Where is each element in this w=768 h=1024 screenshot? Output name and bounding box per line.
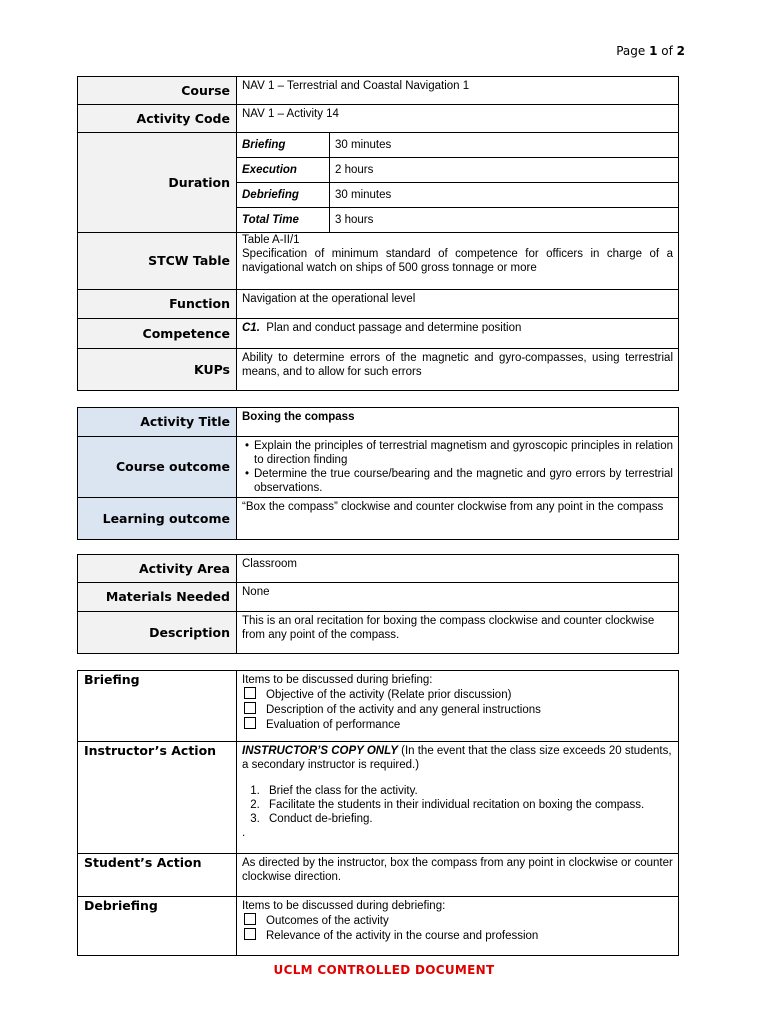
function-value: Navigation at the operational level bbox=[237, 290, 679, 319]
controlled-document-footer: UCLM CONTROLLED DOCUMENT bbox=[273, 963, 495, 977]
kups-label: KUPs bbox=[78, 349, 237, 391]
learning-outcome-value: “Box the compass” clockwise and counter clockwise from any point in the compass bbox=[237, 498, 679, 540]
activity-code-label: Activity Code bbox=[78, 105, 237, 133]
page-number: Page 1 of 2 bbox=[616, 44, 685, 58]
materials-label: Materials Needed bbox=[78, 583, 237, 612]
instructor-copy-note: INSTRUCTOR’S COPY ONLY bbox=[242, 745, 398, 757]
list-item: 1. Brief the class for the activity. bbox=[263, 784, 673, 798]
instructor-steps bbox=[242, 784, 673, 826]
activity-title-label: Activity Title bbox=[78, 408, 237, 437]
duration-value: 30 minutes bbox=[330, 133, 679, 158]
debriefing-intro: Items to be discussed during debriefing: bbox=[242, 900, 446, 912]
activity-table bbox=[77, 407, 679, 540]
duration-table bbox=[237, 133, 678, 232]
activity-area-label: Activity Area bbox=[78, 555, 237, 583]
stcw-label: STCW Table bbox=[78, 233, 237, 290]
checklist-item: Evaluation of performance bbox=[242, 717, 673, 732]
procedure-table bbox=[77, 670, 679, 956]
activity-area-value: Classroom bbox=[237, 555, 679, 583]
course-outcome-list bbox=[242, 439, 673, 495]
area-table bbox=[77, 554, 679, 654]
checkbox-icon bbox=[244, 717, 256, 729]
function-label: Function bbox=[78, 290, 237, 319]
duration-label: Duration bbox=[78, 133, 237, 233]
learning-outcome-label: Learning outcome bbox=[78, 498, 237, 540]
duration-value: 2 hours bbox=[330, 158, 679, 183]
briefing-value bbox=[237, 671, 679, 742]
description-label: Description bbox=[78, 612, 237, 654]
list-item: 3. Conduct de-briefing. bbox=[263, 812, 673, 826]
activity-title-value: Boxing the compass bbox=[237, 408, 679, 437]
checklist-item: Relevance of the activity in the course and profession bbox=[242, 928, 673, 943]
student-action-value: As directed by the instructor, box the compass from any point in clockwise or counter clockwise direction. bbox=[237, 854, 679, 897]
course-outcome-label: Course outcome bbox=[78, 437, 237, 498]
course-value: NAV 1 – Terrestrial and Coastal Navigation 1 bbox=[237, 77, 679, 105]
student-action-label: Student’s Action bbox=[78, 854, 237, 897]
competence-code: C1. bbox=[242, 322, 260, 334]
course-info-table bbox=[77, 76, 679, 391]
materials-value: None bbox=[237, 583, 679, 612]
kups-value: Ability to determine errors of the magnetic and gyro-compasses, using terrestrial means, and to allow for such errors bbox=[237, 349, 679, 391]
course-label: Course bbox=[78, 77, 237, 105]
duration-key: Execution bbox=[237, 158, 330, 183]
duration-value: 3 hours bbox=[335, 214, 374, 226]
debriefing-value bbox=[237, 897, 679, 956]
duration-value: 30 minutes bbox=[330, 183, 679, 208]
instructor-action-value bbox=[237, 742, 679, 854]
description-value: This is an oral recitation for boxing the compass clockwise and counter clockwise from any point of the compass. bbox=[237, 612, 679, 654]
checkbox-icon bbox=[244, 913, 256, 925]
debriefing-label: Debriefing bbox=[78, 897, 237, 956]
instructor-class-size-note: (In the event that the class size exceeds 20 students, a secondary instructor is required.) bbox=[242, 745, 672, 771]
activity-code-value: NAV 1 – Activity 14 bbox=[237, 105, 679, 133]
checklist-item: Objective of the activity (Relate prior discussion) bbox=[242, 687, 673, 702]
stcw-spec: Specification of minimum standard of competence for officers in charge of a navigational watch on ships of 500 gross tonnage or more bbox=[242, 248, 673, 274]
checklist-item: Outcomes of the activity bbox=[242, 913, 673, 928]
checklist-item: Description of the activity and any general instructions bbox=[242, 702, 673, 717]
course-outcome-value bbox=[237, 437, 679, 498]
briefing-label: Briefing bbox=[78, 671, 237, 742]
instructor-action-label: Instructor’s Action bbox=[78, 742, 237, 854]
checkbox-icon bbox=[244, 687, 256, 699]
duration-key: Briefing bbox=[237, 133, 330, 158]
duration-key: Total Time bbox=[237, 208, 330, 233]
stcw-value bbox=[237, 233, 679, 290]
competence-text: Plan and conduct passage and determine position bbox=[266, 322, 522, 334]
checkbox-icon bbox=[244, 928, 256, 940]
duration-key: Debriefing bbox=[237, 183, 330, 208]
stcw-table-ref: Table A-II/1 bbox=[242, 234, 300, 246]
competence-value bbox=[237, 319, 679, 349]
list-item: 2. Facilitate the students in their individual recitation on boxing the compass. bbox=[263, 798, 673, 812]
duration-cell bbox=[237, 133, 679, 233]
competence-label: Competence bbox=[78, 319, 237, 349]
checkbox-icon bbox=[244, 702, 256, 714]
trailing-dot: . bbox=[242, 827, 246, 839]
briefing-intro: Items to be discussed during briefing: bbox=[242, 674, 433, 686]
list-item: • Determine the true course/bearing and the magnetic and gyro errors by terrestrial observations. bbox=[254, 467, 673, 495]
list-item: • Explain the principles of terrestrial magnetism and gyroscopic principles in relation to direction finding bbox=[254, 439, 673, 467]
